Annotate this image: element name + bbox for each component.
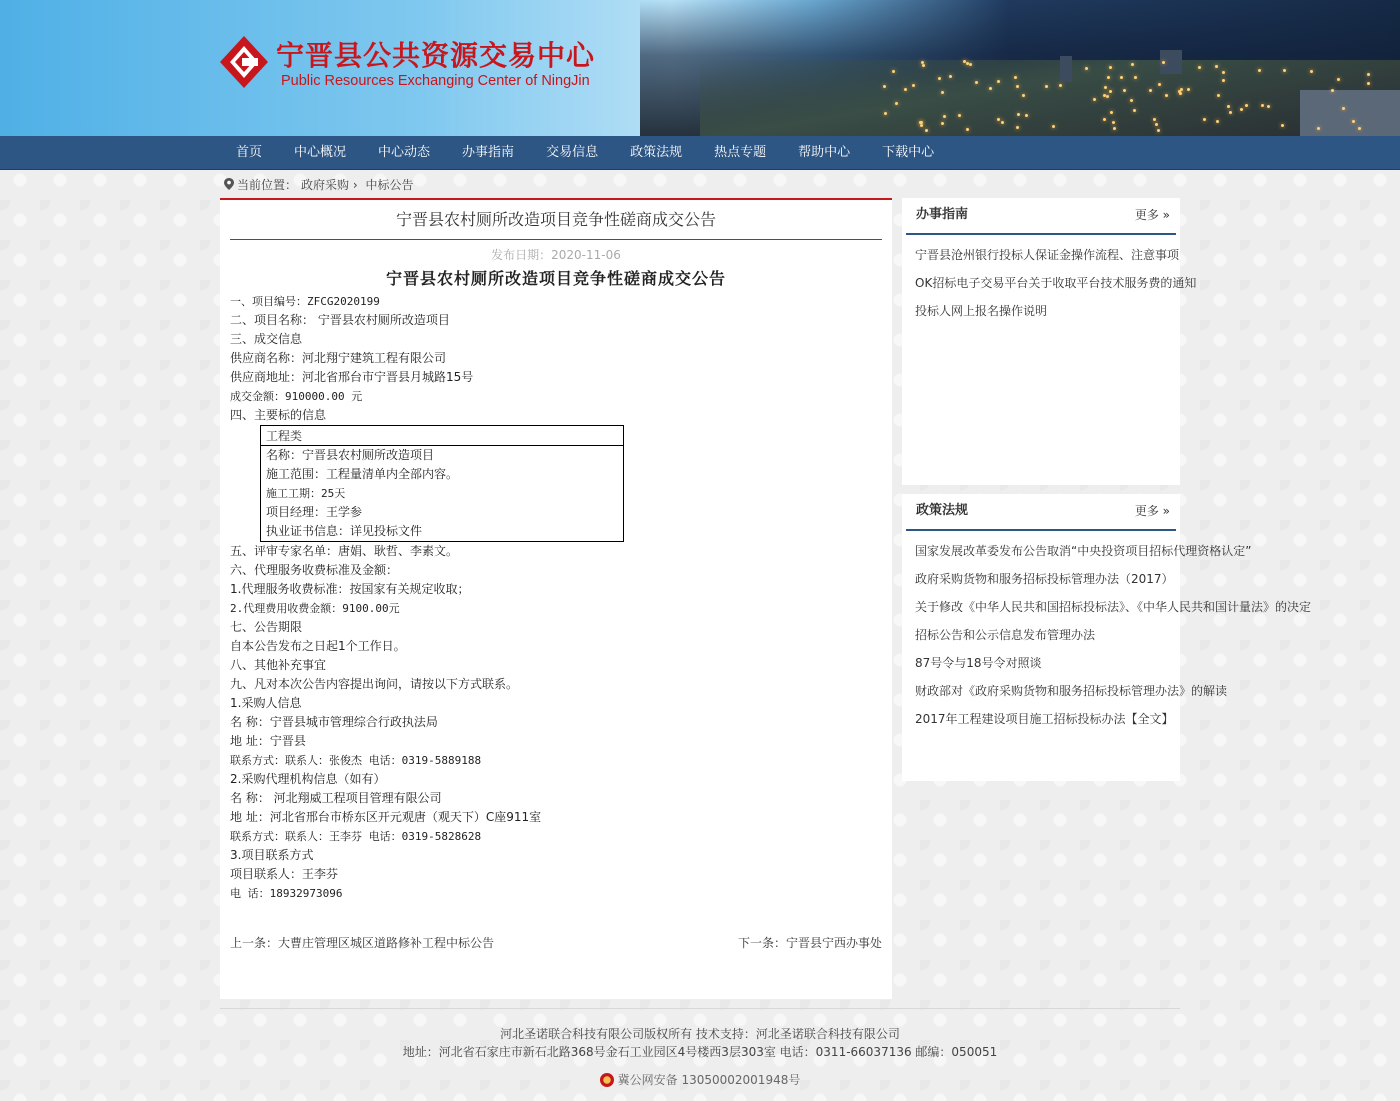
sidebar-guide-item[interactable]: 投标人网上报名操作说明 xyxy=(915,304,1048,318)
city-light xyxy=(943,115,946,118)
city-light xyxy=(1149,89,1152,92)
footer-copyright: 河北圣诺联合科技有限公司版权所有 技术支持：河北圣诺联合科技有限公司 xyxy=(500,1027,900,1041)
sidebar-guide-item[interactable]: OK招标电子交易平台关于收取平台技术服务费的通知 xyxy=(915,276,1197,290)
city-light xyxy=(1014,76,1017,79)
sidebar-policy-item[interactable]: 国家发展改革委发布公告取消“中央投资项目招标代理资格认定” xyxy=(915,544,1252,558)
breadcrumb-item-procurement[interactable]: 政府采购 xyxy=(301,178,350,192)
site-header xyxy=(0,0,1400,137)
logo-mark-icon xyxy=(218,34,270,90)
site-title-cn: 宁晋县公共资源交易中心 xyxy=(276,39,596,72)
article-title: 宁晋县农村厕所改造项目竞争性磋商成交公告 xyxy=(230,208,882,240)
city-light xyxy=(883,85,886,88)
sidebar-policy-item[interactable]: 财政部对《政府采购货物和服务招标投标管理办法》的解读 xyxy=(915,684,1228,698)
subject-info-line: 施工范围：工程量清单内全部内容。 xyxy=(266,467,459,481)
nav-item-news[interactable]: 中心动态 xyxy=(378,145,431,160)
header-city-lights xyxy=(880,60,1400,135)
article-line: 三、成交信息 xyxy=(230,332,303,346)
sidebar-policy-panel xyxy=(902,494,1312,781)
article-line: 六、代理服务收费标准及金额： xyxy=(230,563,399,577)
article-line: 地 址：宁晋县 xyxy=(230,734,306,748)
city-light xyxy=(1198,66,1201,69)
breadcrumb-separator: › xyxy=(352,178,358,192)
nav-item-home[interactable]: 首页 xyxy=(236,145,263,160)
sidebar-policy-item[interactable]: 87号令与18号令对照谈 xyxy=(915,656,1042,670)
article-line: 五、评审专家名单：唐娟、耿哲、李素文。 xyxy=(230,544,459,558)
article-line: 七、公告期限 xyxy=(230,620,303,634)
article-line: 四、主要标的信息 xyxy=(230,408,327,422)
site-footer xyxy=(220,1008,1180,1089)
city-light xyxy=(941,91,944,94)
article-line: 联系方式：联系人：张俊杰 电话：0319-5889188 xyxy=(230,754,482,767)
city-light xyxy=(1158,83,1161,86)
city-light xyxy=(912,84,915,87)
subject-info-line: 名称：宁晋县农村厕所改造项目 xyxy=(266,448,435,462)
city-light xyxy=(1358,127,1361,130)
article-line: 地 址：河北省邢台市桥东区开元观唐（观天下）C座911室 xyxy=(230,810,542,824)
city-light xyxy=(1222,79,1225,82)
city-light xyxy=(1258,69,1261,72)
city-light xyxy=(1025,114,1028,117)
sidebar-policy-list xyxy=(902,531,1312,733)
city-light xyxy=(922,64,925,67)
sidebar-policy-more-link[interactable]: 更多 » xyxy=(1134,504,1170,518)
nav-item-help[interactable]: 帮助中心 xyxy=(798,145,851,160)
city-light xyxy=(949,75,952,78)
sidebar-guide-more-link[interactable]: 更多 » xyxy=(1134,208,1170,222)
city-light xyxy=(1134,76,1137,79)
breadcrumb-item-award[interactable]: 中标公告 xyxy=(365,178,414,192)
city-light xyxy=(938,77,941,80)
city-light xyxy=(1352,120,1355,123)
city-light xyxy=(1217,94,1220,97)
city-light xyxy=(1261,104,1264,107)
city-light xyxy=(1331,89,1334,92)
city-light xyxy=(1104,86,1107,89)
city-light xyxy=(895,102,898,105)
article-line: 成交金额：910000.00 元 xyxy=(230,390,363,403)
city-light xyxy=(1187,88,1190,91)
city-light xyxy=(919,121,922,124)
sidebar-policy-item[interactable]: 招标公告和公示信息发布管理办法 xyxy=(915,628,1096,642)
city-light xyxy=(1342,107,1345,110)
subject-info-line: 执业证书信息：详见投标文件 xyxy=(266,524,423,538)
nav-item-topics[interactable]: 热点专题 xyxy=(714,145,767,160)
subject-info-line: 项目经理：王学参 xyxy=(266,505,363,519)
site-title-en: Public Resources Exchanging Center of NingJin xyxy=(281,73,590,89)
subject-info-line: 施工工期：25天 xyxy=(266,487,346,500)
city-light xyxy=(1120,76,1123,79)
sidebar-guide-item[interactable]: 宁晋县沧州银行投标人保证金操作流程、注意事项 xyxy=(915,248,1180,262)
article-date: 发布日期：2020-11-06 xyxy=(491,248,621,262)
city-light xyxy=(997,118,1000,121)
prev-article-link[interactable]: 上一条：大曹庄管理区城区道路修补工程中标公告 xyxy=(230,936,495,950)
city-light xyxy=(1216,120,1219,123)
article-line: 联系方式：联系人：王李芬 电话：0319-5828628 xyxy=(230,830,482,843)
location-pin-icon xyxy=(224,178,234,190)
city-light xyxy=(1283,69,1286,72)
city-light xyxy=(1045,85,1048,88)
city-light xyxy=(1113,127,1116,130)
sidebar-policy-title: 政策法规 xyxy=(916,503,969,518)
city-light xyxy=(925,129,928,132)
nav-item-overview[interactable]: 中心概况 xyxy=(294,145,347,160)
city-light xyxy=(1229,111,1232,114)
nav-item-download[interactable]: 下载中心 xyxy=(882,145,935,160)
article-body xyxy=(230,292,880,903)
city-light xyxy=(884,112,887,115)
city-light xyxy=(1179,92,1182,95)
article-line: 自本公告发布之日起1个工作日。 xyxy=(230,639,406,653)
next-article-link[interactable]: 下一条：宁晋县宁西办事处 xyxy=(737,936,882,950)
sidebar-policy-item[interactable]: 关于修改《中华人民共和国招标投标法》、《中华人民共和国计量法》的决定 xyxy=(915,600,1312,614)
city-light xyxy=(1106,95,1109,98)
nav-item-guide[interactable]: 办事指南 xyxy=(462,145,515,160)
subject-info-box-header: 工程类 xyxy=(261,426,623,446)
city-light xyxy=(1103,118,1106,121)
city-light xyxy=(892,70,895,73)
city-light xyxy=(1317,127,1320,130)
city-light xyxy=(1123,89,1126,92)
city-light xyxy=(1367,73,1370,76)
city-light xyxy=(1016,126,1019,129)
city-light xyxy=(1337,78,1340,81)
city-light xyxy=(1267,105,1270,108)
police-badge-icon xyxy=(600,1073,614,1087)
city-light xyxy=(920,124,923,127)
city-light xyxy=(941,122,944,125)
city-light xyxy=(1017,113,1020,116)
city-light xyxy=(1059,84,1062,87)
city-light xyxy=(1227,105,1230,108)
city-light xyxy=(1131,63,1134,66)
city-light xyxy=(1215,65,1218,68)
city-light xyxy=(958,114,961,117)
footer-beian-text: 冀公网安备 13050002001948号 xyxy=(617,1073,801,1087)
subject-info-box xyxy=(260,425,624,542)
sidebar-guide-panel xyxy=(902,198,1197,485)
city-light xyxy=(1110,111,1113,114)
article-line: 1.采购人信息 xyxy=(230,696,302,710)
breadcrumb xyxy=(224,176,414,194)
article-line: 八、其他补充事宜 xyxy=(230,658,327,672)
site-logo[interactable] xyxy=(218,34,618,94)
city-light xyxy=(969,63,972,66)
city-light xyxy=(1162,61,1165,64)
city-light xyxy=(1093,98,1096,101)
article-line: 电 话：18932973096 xyxy=(230,887,343,900)
city-light xyxy=(1222,71,1225,74)
city-light xyxy=(1112,121,1115,124)
city-light xyxy=(966,128,969,131)
article-line: 2.代理费用收费金额：9100.00元 xyxy=(230,602,400,615)
article-line: 供应商地址：河北省邢台市宁晋县月城路15号 xyxy=(230,370,474,384)
sidebar-guide-list xyxy=(902,235,1197,325)
city-light xyxy=(997,80,1000,83)
city-light xyxy=(963,60,966,63)
city-light xyxy=(1109,90,1112,93)
city-light xyxy=(1240,108,1243,111)
city-light xyxy=(1022,94,1025,97)
city-light xyxy=(1153,118,1156,121)
city-light xyxy=(1165,94,1168,97)
article-subtitle: 宁晋县农村厕所改造项目竞争性磋商成交公告 xyxy=(385,269,726,288)
city-light xyxy=(1103,94,1106,97)
nav-item-policy[interactable]: 政策法规 xyxy=(630,145,683,160)
sidebar-guide-header xyxy=(906,198,1176,235)
city-light xyxy=(1155,123,1158,126)
article-line: 项目联系人：王李芬 xyxy=(230,867,339,881)
footer-address: 地址：河北省石家庄市新石北路368号金石工业园区4号楼西3层303室 电话：0311-66037136 邮编：050051 xyxy=(402,1045,998,1059)
nav-item-trade-info[interactable]: 交易信息 xyxy=(546,145,599,160)
sidebar-policy-item[interactable]: 政府采购货物和服务招标投标管理办法（2017） xyxy=(915,572,1174,586)
city-light xyxy=(1367,82,1370,85)
article-line: 名 称：宁晋县城市管理综合行政执法局 xyxy=(230,715,438,729)
sidebar-policy-header xyxy=(906,494,1176,531)
city-light xyxy=(975,81,978,84)
city-light xyxy=(1052,125,1055,128)
city-light xyxy=(1107,76,1110,79)
city-light xyxy=(1001,121,1004,124)
city-light xyxy=(966,62,969,65)
sidebar-guide-title: 办事指南 xyxy=(916,207,969,222)
footer-beian[interactable] xyxy=(220,1071,1180,1089)
city-light xyxy=(1310,70,1313,73)
city-light xyxy=(1085,67,1088,70)
article-line: 九、凡对本次公告内容提出询问，请按以下方式联系。 xyxy=(230,677,519,691)
article-line: 名 称： 河北翔威工程项目管理有限公司 xyxy=(230,791,442,805)
article-panel xyxy=(220,198,892,999)
city-light xyxy=(1016,85,1019,88)
city-light xyxy=(1130,99,1133,102)
city-light xyxy=(904,88,907,91)
article-line: 2.采购代理机构信息（如有） xyxy=(230,772,386,786)
breadcrumb-prefix: 当前位置： xyxy=(237,178,298,192)
city-light xyxy=(1245,104,1248,107)
article-line: 一、项目编号：ZFCG2020199 xyxy=(230,295,380,308)
city-light xyxy=(1109,66,1112,69)
sidebar-policy-item[interactable]: 2017年工程建设项目施工招标投标办法【全文】 xyxy=(915,712,1174,726)
city-light xyxy=(1133,109,1136,112)
article-line: 1.代理服务收费标准：按国家有关规定收取； xyxy=(230,582,470,596)
main-nav xyxy=(0,136,1400,170)
article-line: 供应商名称：河北翔宁建筑工程有限公司 xyxy=(230,351,447,365)
city-light xyxy=(1203,118,1206,121)
city-light xyxy=(1281,124,1284,127)
city-light xyxy=(989,87,992,90)
city-light xyxy=(1157,129,1160,132)
article-line: 3.项目联系方式 xyxy=(230,848,314,862)
article-line: 二、项目名称： 宁晋县农村厕所改造项目 xyxy=(230,313,450,327)
